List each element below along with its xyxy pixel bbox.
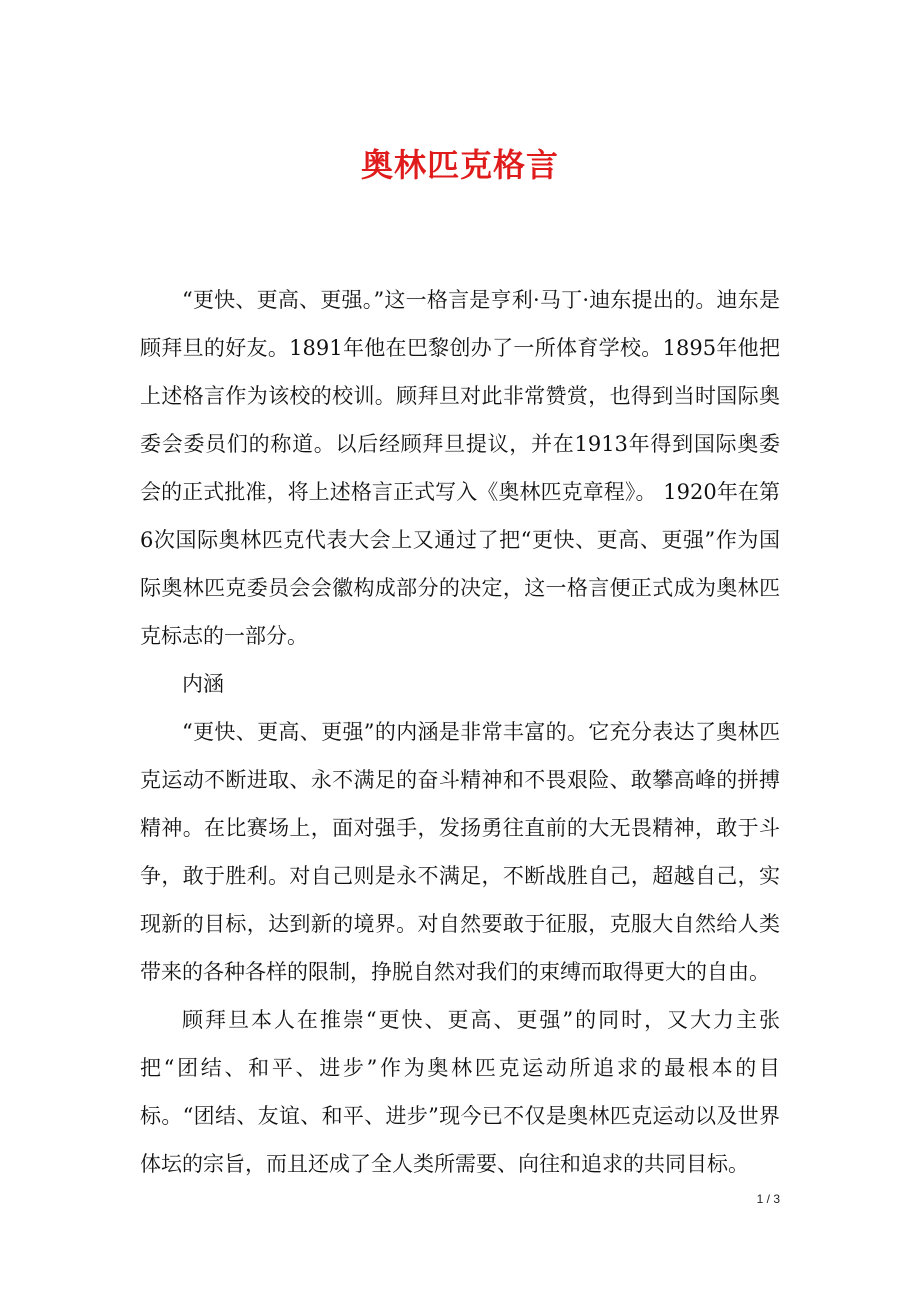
page-number: 1 / 3 [756,1192,780,1206]
document-body [140,276,780,1188]
paragraph-motto-origin: “更快、更高、更强。”这一格言是亨利·马丁·迪东提出的。迪东是顾拜旦的好友。1891年他在巴黎创办了一所体育学校。1895年他把上述格言作为该校的校训。顾拜旦对此非常赞赏，也得到当时国际奥委会委员们的称道。以后经顾拜旦提议，并在1913年得到国际奥委会的正式批准，将上述格言正式写入《奥林匹克章程》。 1920年在第6次国际奥林匹克代表大会上又通过了把“更快、更高、更强”作为国际奥林匹克委员会会徽构成部分的决定，这一格言便正式成为奥林匹克标志的一部分。 [140,288,780,648]
section-heading-connotation: 内涵 [182,672,224,696]
document-title: 奥林匹克格言 [360,146,559,184]
paragraph-connotation: “更快、更高、更强”的内涵是非常丰富的。它充分表达了奥林匹克运动不断进取、永不满足的奋斗精神和不畏艰险、敢攀高峰的拼搏精神。在比赛场上，面对强手，发扬勇往直前的大无畏精神，敢于斗争，敢于胜利。对自己则是永不满足，不断战胜自己，超越自己，实现新的目标，达到新的境界。对自然要敢于征服，克服大自然给人类带来的各种各样的限制，挣脱自然对我们的束缚而取得更大的自由。 [140,720,780,984]
paragraph-coubertin-goals: 顾拜旦本人在推崇“更快、更高、更强”的同时，又大力主张把“团结、和平、进步”作为奥林匹克运动所追求的最根本的目标。“团结、友谊、和平、进步”现今已不仅是奥林匹克运动以及世界体坛的宗旨，而且还成了全人类所需要、向往和追求的共同目标。 [140,1008,780,1176]
